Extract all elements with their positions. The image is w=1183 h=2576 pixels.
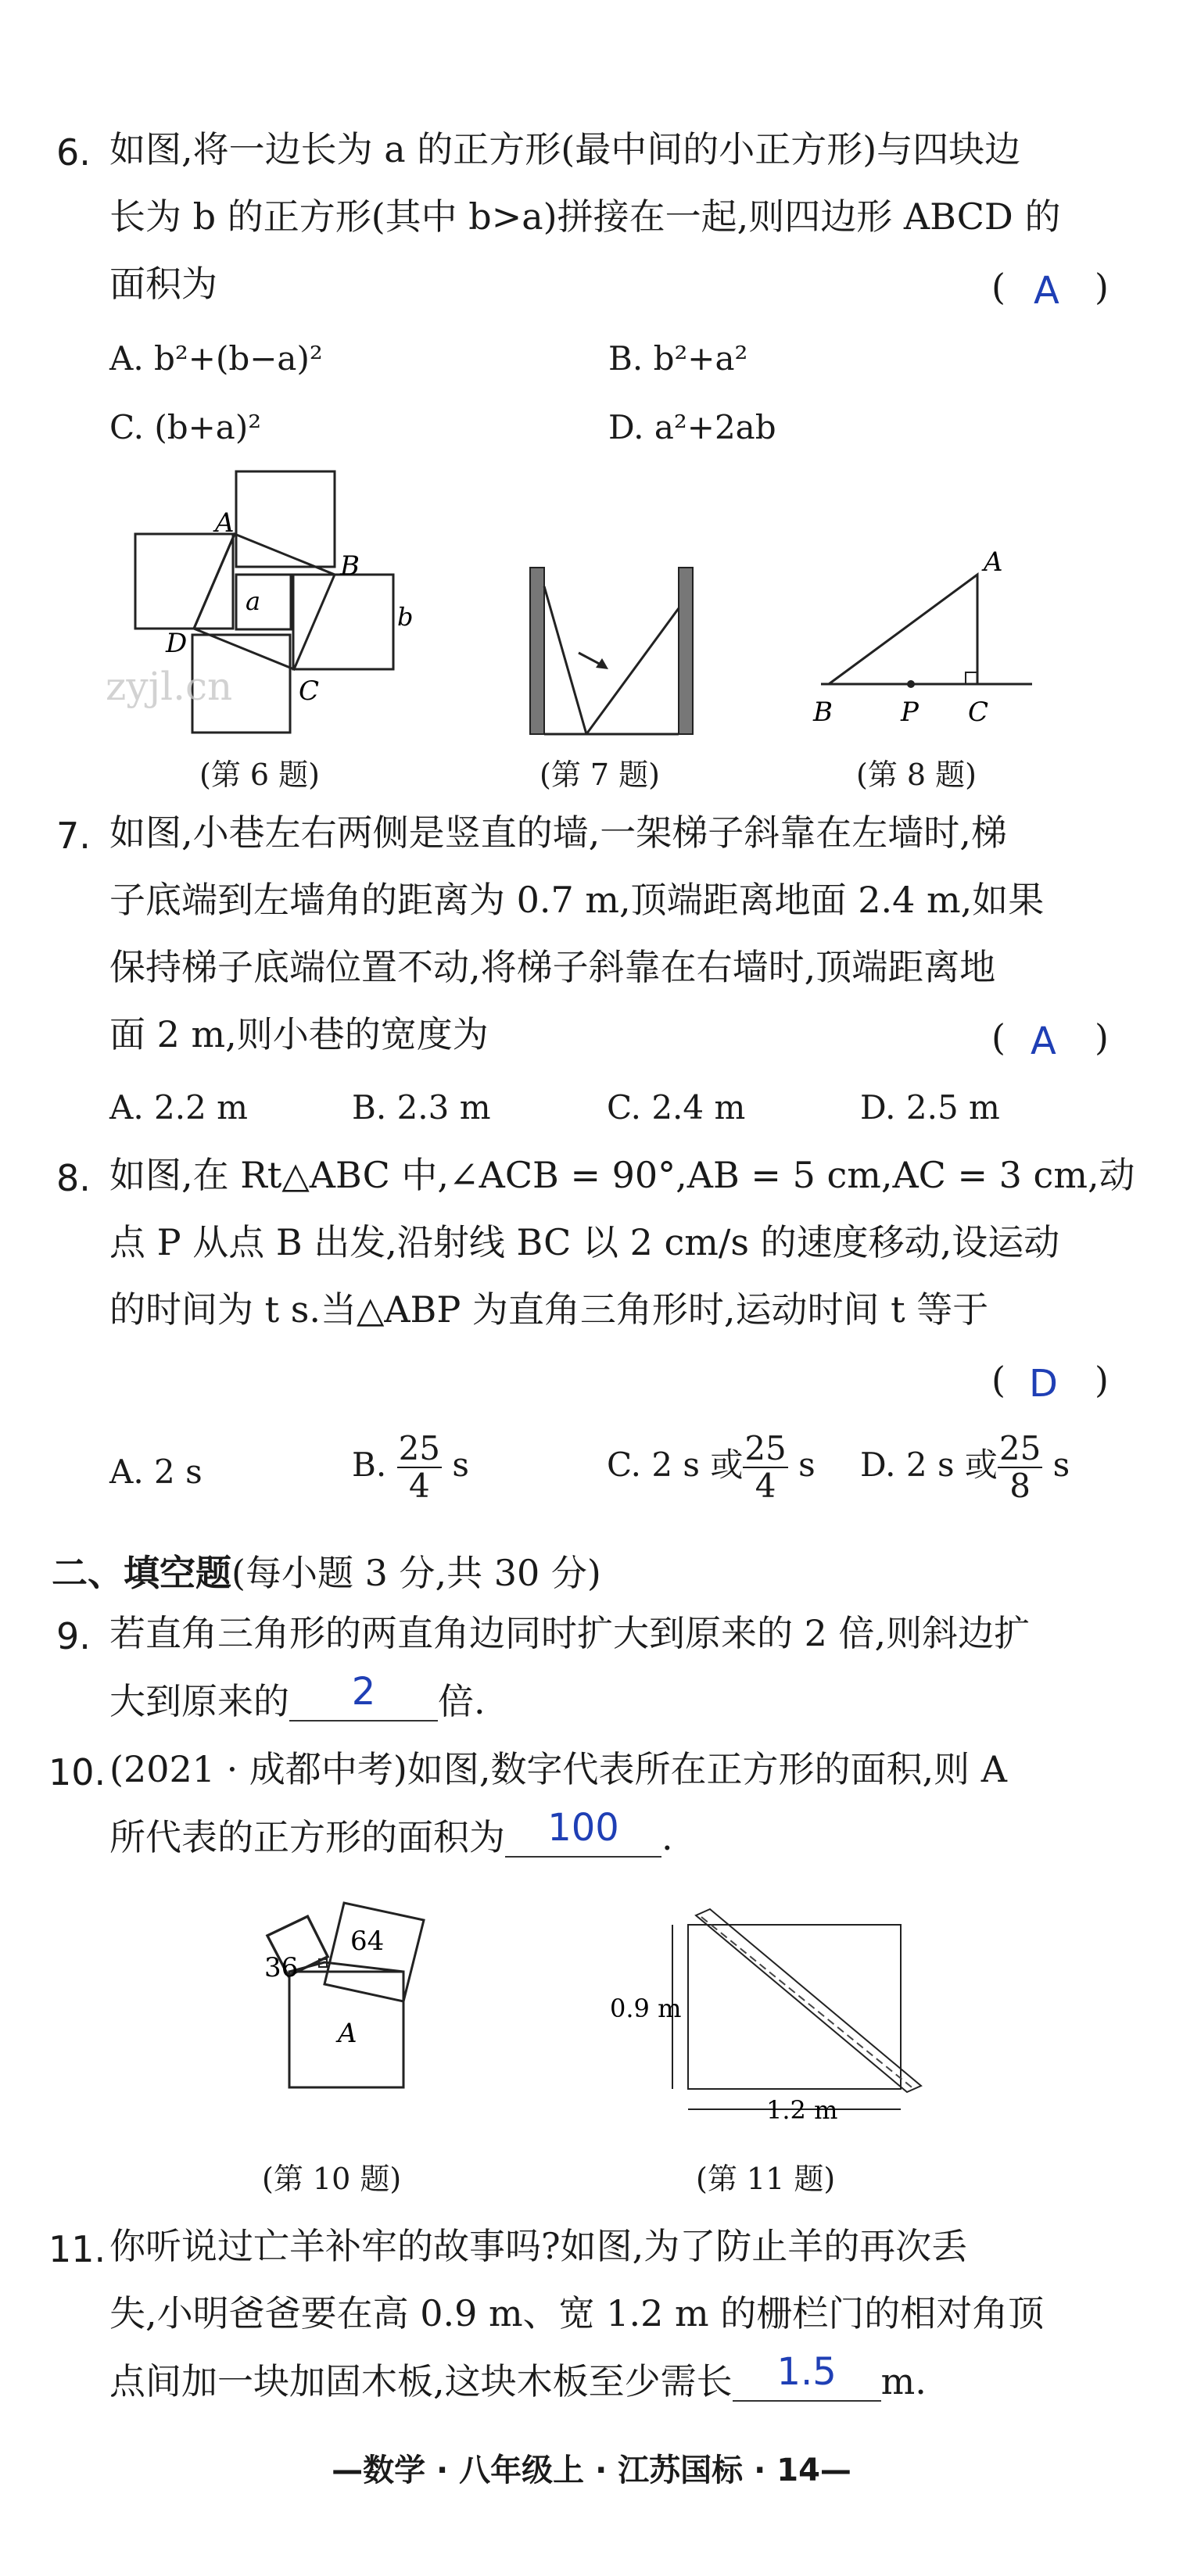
fig11-board bbox=[696, 1909, 921, 2092]
q9-answer-blank bbox=[289, 1670, 438, 1722]
q7-option-b: B. 2.3 m bbox=[352, 1088, 491, 1127]
q8-option-d-fraction: $\frac{25}{8}$ bbox=[998, 1429, 1041, 1506]
fig7-right-wall bbox=[679, 568, 693, 734]
q11-answer-blank bbox=[733, 2350, 881, 2402]
fig7-left-wall bbox=[530, 568, 544, 734]
q11-line2: 失,小明爸爸要在高 0.9 m、宽 1.2 m 的栅栏门的相对角顶 bbox=[109, 2292, 1045, 2334]
q8-number: 8. bbox=[56, 1157, 91, 1199]
q7-option-d: D. 2.5 m bbox=[860, 1088, 1000, 1127]
q11-line3: 点间加一块加固木板,这块木板至少需长 1.5 m. bbox=[109, 2350, 927, 2402]
q8-option-d: D. 2 s 或 $\frac{25}{8}$ s bbox=[860, 1429, 1070, 1506]
q11-line1: 你听说过亡羊补牢的故事吗?如图,为了防止羊的再次丢 bbox=[109, 2225, 968, 2267]
fig11-label-height: 0.9 m bbox=[610, 1994, 682, 2023]
fig6-label-c: C bbox=[299, 675, 320, 707]
q6-answer-paren-open: ( bbox=[991, 266, 1006, 308]
fig10-label-64: 64 bbox=[350, 1926, 385, 1957]
fig6-watermark: zyjl.cn bbox=[106, 664, 233, 709]
q6-option-a: A. b²+(b−a)² bbox=[109, 339, 323, 378]
fig11-caption: (第 11 题) bbox=[696, 2162, 836, 2196]
q6-option-b: B. b²+a² bbox=[608, 339, 748, 378]
fig6-label-d: D bbox=[166, 628, 188, 659]
q6-option-d: D. a²+2ab bbox=[608, 408, 776, 446]
fig6-label-b: B bbox=[340, 550, 360, 582]
q7-option-c: C. 2.4 m bbox=[607, 1088, 746, 1127]
q8-line2: 点 P 从点 B 出发,沿射线 BC 以 2 cm/s 的速度移动,设运动 bbox=[109, 1221, 1060, 1263]
q6-answer: A bbox=[1034, 269, 1059, 313]
q7-answer-paren-close: ) bbox=[1095, 1016, 1109, 1059]
q8-answer-paren-close: ) bbox=[1095, 1359, 1109, 1401]
q8-option-b-fraction: $\frac{25}{4}$ bbox=[398, 1429, 441, 1506]
fig8-right-angle-mark bbox=[966, 672, 977, 684]
q9-answer: 2 bbox=[351, 1670, 376, 1714]
fig8-caption: (第 8 题) bbox=[856, 758, 977, 792]
q6-line3: 面积为 bbox=[109, 263, 217, 305]
fig6-right-square bbox=[293, 575, 393, 669]
q9-number: 9. bbox=[56, 1615, 91, 1657]
fig6-quadrilateral-abcd bbox=[194, 534, 335, 669]
q9-line1: 若直角三角形的两直角边同时扩大到原来的 2 倍,则斜边扩 bbox=[109, 1612, 1031, 1654]
fig11-gate bbox=[688, 1925, 901, 2089]
q6-answer-paren-close: ) bbox=[1095, 266, 1109, 308]
fig6-top-square bbox=[236, 471, 335, 567]
q11-number: 11. bbox=[48, 2228, 106, 2270]
q10-line2: 所代表的正方形的面积为 100 . bbox=[109, 1806, 673, 1858]
page-footer: —数学 · 八年级上 · 江苏国标 · 14— bbox=[332, 2452, 851, 2488]
q10-answer-blank bbox=[505, 1806, 661, 1858]
fig8-label-a: A bbox=[984, 546, 1003, 578]
fig8-triangle-abc bbox=[829, 575, 977, 684]
q10-number: 10. bbox=[48, 1751, 106, 1793]
fig10-label-a: A bbox=[338, 2018, 357, 2049]
fig10-caption: (第 10 题) bbox=[262, 2162, 402, 2196]
q8-line3: 的时间为 t s.当△ABP 为直角三角形时,运动时间 t 等于 bbox=[109, 1288, 989, 1331]
fig7-caption: (第 7 题) bbox=[540, 758, 660, 792]
q6-line1: 如图,将一边长为 a 的正方形(最中间的小正方形)与四块边 bbox=[109, 128, 1021, 170]
q6-option-c: C. (b+a)² bbox=[109, 408, 262, 446]
q6-number: 6. bbox=[56, 131, 91, 174]
fig8-label-b: B bbox=[813, 697, 833, 728]
fig11-board-center bbox=[701, 1917, 915, 2090]
figure-10 bbox=[219, 1884, 469, 2142]
q7-line1: 如图,小巷左右两侧是竖直的墙,一架梯子斜靠在左墙时,梯 bbox=[109, 811, 1007, 854]
q10-line1: (2021 · 成都中考)如图,数字代表所在正方形的面积,则 A bbox=[109, 1748, 1007, 1790]
fig8-label-c: C bbox=[968, 697, 989, 728]
fig7-ladder-right bbox=[586, 608, 679, 734]
fig10-label-36: 36 bbox=[264, 1952, 299, 1983]
section-2-heading bbox=[52, 1545, 601, 1596]
q8-option-c-fraction: $\frac{25}{4}$ bbox=[744, 1429, 787, 1506]
fig6-center-square bbox=[236, 575, 291, 629]
q7-answer-paren-open: ( bbox=[991, 1016, 1006, 1059]
q8-line1: 如图,在 Rt△ABC 中,∠ACB = 90°,AB = 5 cm,AC = 3 cm,动 bbox=[109, 1154, 1135, 1196]
figure-11 bbox=[610, 1908, 938, 2142]
figure-6 bbox=[106, 461, 414, 743]
figure-7 bbox=[516, 563, 704, 743]
fig7-ladder-left bbox=[544, 586, 586, 734]
q8-option-b: B. $\frac{25}{4}$ s bbox=[352, 1429, 469, 1506]
section-2-note: (每小题 3 分,共 30 分) bbox=[231, 1552, 601, 1594]
q8-answer: D bbox=[1029, 1362, 1058, 1406]
q7-line4: 面 2 m,则小巷的宽度为 bbox=[109, 1013, 489, 1055]
q8-option-a: A. 2 s bbox=[109, 1453, 203, 1491]
figure-8 bbox=[798, 539, 1056, 735]
fig11-label-width: 1.2 m bbox=[766, 2095, 838, 2125]
fig10-triangle bbox=[289, 1962, 403, 1972]
fig8-label-p: P bbox=[901, 697, 919, 728]
section-2-title: 二、填空题 bbox=[52, 1552, 231, 1594]
fig8-point-p bbox=[907, 680, 915, 688]
fig6-caption: (第 6 题) bbox=[199, 758, 320, 792]
q11-answer: 1.5 bbox=[776, 2350, 837, 2394]
q7-line3: 保持梯子底端位置不动,将梯子斜靠在右墙时,顶端距离地 bbox=[109, 946, 996, 988]
q6-line2: 长为 b 的正方形(其中 b>a)拼接在一起,则四边形 ABCD 的 bbox=[109, 195, 1061, 238]
q10-answer: 100 bbox=[547, 1806, 619, 1850]
fig6-label-small-b: b bbox=[397, 602, 414, 632]
q7-option-a: A. 2.2 m bbox=[109, 1088, 249, 1127]
fig6-left-square bbox=[135, 534, 233, 629]
q7-line2: 子底端到左墙角的距离为 0.7 m,顶端距离地面 2.4 m,如果 bbox=[109, 879, 1045, 921]
q8-option-c: C. 2 s 或 $\frac{25}{4}$ s bbox=[607, 1429, 816, 1506]
fig6-label-small-a: a bbox=[246, 586, 261, 616]
q9-line2: 大到原来的 2 倍. bbox=[109, 1670, 486, 1722]
q8-answer-paren-open: ( bbox=[991, 1359, 1006, 1401]
q7-answer: A bbox=[1031, 1019, 1056, 1063]
fig6-label-a: A bbox=[215, 507, 235, 539]
q7-number: 7. bbox=[56, 815, 91, 857]
